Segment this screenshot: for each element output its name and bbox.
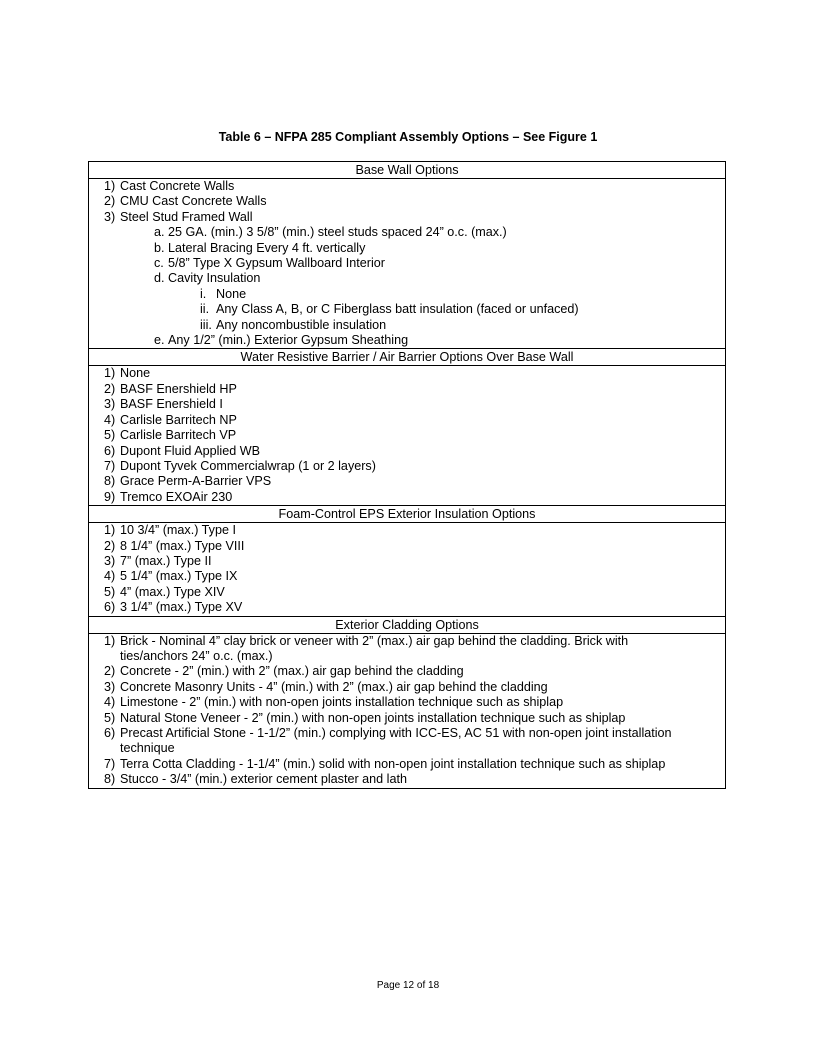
sub-list-item: b. Lateral Bracing Every 4 ft. vertically [154, 240, 366, 255]
sub-list-item: e. Any 1/2” (min.) Exterior Gypsum Sheathing [154, 333, 409, 348]
sub-sub-list-item: iii. Any noncombustible insulation [200, 317, 387, 332]
section-header-eps: Foam-Control EPS Exterior Insulation Options [89, 506, 725, 523]
list-item: 8) Stucco - 3/4” (min.) exterior cement plaster and lath [104, 772, 407, 787]
list-item: 9) Tremco EXOAir 230 [104, 489, 233, 504]
section-body-eps [89, 523, 725, 616]
list-item: 3) BASF Enershield I [104, 397, 223, 412]
list-item: 7) Dupont Tyvek Commercialwrap (1 or 2 layers) [104, 458, 376, 473]
list-item: 1) 10 3/4” (max.) Type I [104, 523, 236, 538]
list-item: 6) Dupont Fluid Applied WB [104, 443, 261, 458]
section-header-base-wall: Base Wall Options [89, 162, 725, 179]
list-item: 8) Grace Perm-A-Barrier VPS [104, 474, 272, 489]
list-item: 5) Natural Stone Veneer - 2” (min.) with non-open joints installation technique such as shiplap [104, 710, 626, 725]
section-header-cladding: Exterior Cladding Options [89, 617, 725, 634]
sub-sub-list-item: ii. Any Class A, B, or C Fiberglass batt insulation (faced or unfaced) [200, 302, 579, 317]
list-item: 1) Brick - Nominal 4” clay brick or veneer with 2” (max.) air gap behind the cladding. Brick with ties/anchors 24” o.c. (max.) [104, 633, 629, 663]
sub-list-item: d. Cavity Insulation [154, 271, 261, 286]
sub-list-item: c. 5/8” Type X Gypsum Wallboard Interior [154, 256, 385, 271]
list-item: 7) Terra Cotta Cladding - 1-1/4” (min.) solid with non-open joint installation technique such as shiplap [104, 756, 666, 771]
sub-sub-list-item: i. None [200, 286, 247, 301]
sub-list-item: a. 25 GA. (min.) 3 5/8” (min.) steel studs spaced 24” o.c. (max.) [154, 225, 507, 240]
list-item: 6) 3 1/4” (max.) Type XV [104, 600, 243, 615]
list-item: 6) Precast Artificial Stone - 1-1/2” (min.) complying with ICC-ES, AC 51 with non-open joint installation technique [104, 726, 672, 756]
section-body-wrb [89, 366, 725, 506]
list-item: 2) 8 1/4” (max.) Type VIII [104, 538, 245, 553]
list-item: 4) Limestone - 2” (min.) with non-open joints installation technique such as shiplap [104, 695, 564, 710]
list-item: 1) None [104, 366, 151, 381]
list-item: 5) 4” (max.) Type XIV [104, 584, 225, 599]
list-item: 1) Cast Concrete Walls [104, 179, 235, 193]
list-item: 3) 7” (max.) Type II [104, 553, 212, 568]
list-item: 2) CMU Cast Concrete Walls [104, 194, 267, 209]
section-header-wrb: Water Resistive Barrier / Air Barrier Options Over Base Wall [89, 349, 725, 366]
list-item: 4) Carlisle Barritech NP [104, 412, 237, 427]
list-item: 4) 5 1/4” (max.) Type IX [104, 569, 238, 584]
table-title: Table 6 – NFPA 285 Compliant Assembly Options – See Figure 1 [218, 130, 598, 144]
list-item: 2) Concrete - 2” (min.) with 2” (max.) air gap behind the cladding [104, 664, 464, 679]
list-item: 5) Carlisle Barritech VP [104, 428, 237, 443]
section-body-cladding [89, 634, 725, 788]
list-item: 3) Concrete Masonry Units - 4” (min.) with 2” (max.) air gap behind the cladding [104, 679, 548, 694]
assembly-options-table [88, 161, 726, 789]
list-item: 2) BASF Enershield HP [104, 381, 237, 396]
page-number: Page 12 of 18 [376, 980, 440, 991]
list-item: 3) Steel Stud Framed Wall [104, 209, 253, 224]
section-body-base-wall [89, 179, 725, 349]
